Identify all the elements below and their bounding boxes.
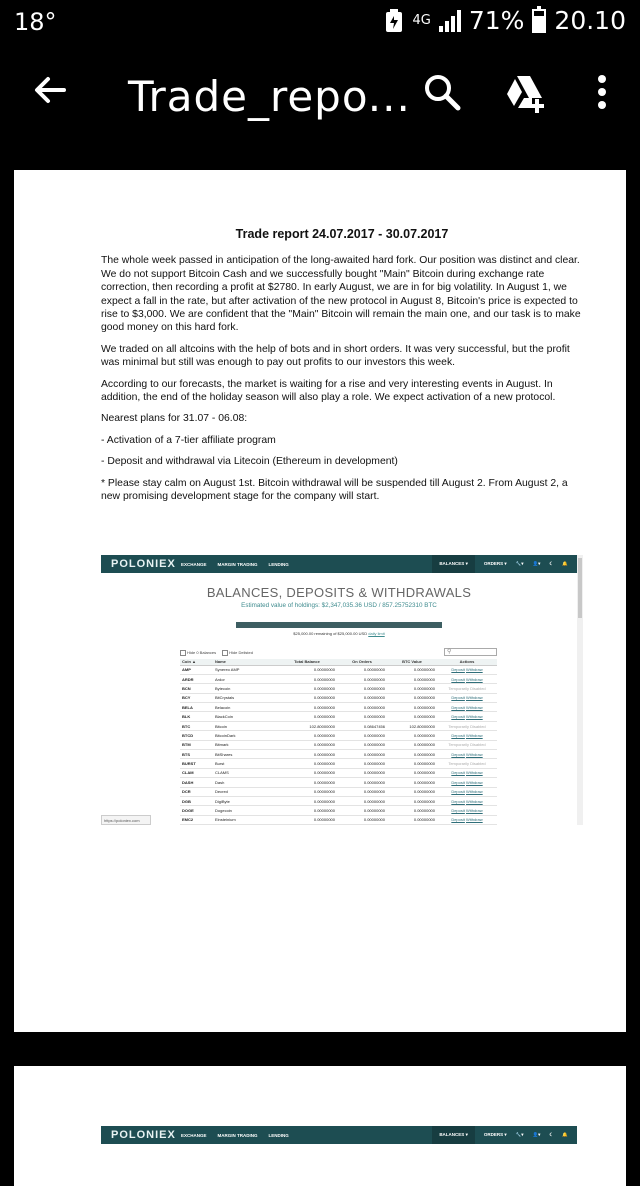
total-balance: 0.00000000 [277, 778, 337, 787]
btc-value: 0.00000000 [387, 750, 437, 759]
search-input [444, 648, 497, 656]
moon-icon: ☾ [549, 1132, 554, 1137]
deposit-link: Deposit [451, 667, 465, 673]
coin-name: Einsteinium [213, 815, 277, 824]
total-balance: 0.00000000 [277, 674, 337, 683]
paragraph: - Activation of a 7-tier affiliate program [101, 434, 276, 446]
total-balance: 102.80000000 [277, 721, 337, 730]
column-header: Total Balance [277, 659, 337, 665]
nav-margin-trading: MARGIN TRADING [217, 1132, 258, 1138]
clock: 20.10 [554, 6, 626, 35]
report-title: Trade report 24.07.2017 - 30.07.2017 [235, 227, 449, 241]
btc-value: 0.00000000 [387, 693, 437, 702]
paragraph: We traded on all altcoins with the help of bots and in short orders. It was very successful, but the profit was minimal but still was enough to pay out profits to our investors this week. [101, 343, 570, 369]
on-orders: 0.00000000 [337, 684, 387, 693]
row-actions [437, 787, 497, 796]
withdraw-link: Withdraw [466, 789, 483, 795]
table-row [180, 759, 497, 768]
column-header: Name [213, 659, 277, 665]
coin-name: CLAMS [213, 768, 277, 777]
on-orders: 0.00000000 [337, 815, 387, 824]
on-orders: 0.08647456 [337, 721, 387, 730]
coin-name: Dash [213, 778, 277, 787]
row-actions [437, 721, 497, 730]
coin-name: Belacoin [213, 703, 277, 712]
withdraw-link: Withdraw [466, 770, 483, 776]
on-orders: 0.00000000 [337, 740, 387, 749]
deposit-link: Deposit [451, 789, 465, 795]
poloniex-navbar [101, 1126, 577, 1144]
btc-value: 0.00000000 [387, 787, 437, 796]
poloniex-logo: POLONIEX [111, 1129, 176, 1141]
btc-value: 0.00000000 [387, 703, 437, 712]
table-row [180, 787, 497, 796]
more-options-icon[interactable] [580, 70, 624, 114]
btc-value: 0.00000000 [387, 806, 437, 815]
btc-value: 0.00000000 [387, 740, 437, 749]
coin-name: Decred [213, 787, 277, 796]
on-orders: 0.00000000 [337, 665, 387, 674]
btc-value: 0.00000000 [387, 815, 437, 824]
row-actions [437, 778, 497, 787]
table-row [180, 778, 497, 787]
btc-value: 0.00000000 [387, 768, 437, 777]
total-balance: 0.00000000 [277, 665, 337, 674]
withdraw-link: Withdraw [466, 798, 483, 804]
deposit-link: Deposit [451, 808, 465, 814]
coin-symbol: DCR [180, 787, 213, 796]
btc-value: 0.00000000 [387, 796, 437, 805]
row-actions [437, 703, 497, 712]
row-actions [437, 693, 497, 702]
deposit-link: Deposit [451, 770, 465, 776]
row-actions [437, 815, 497, 824]
on-orders: 0.00000000 [337, 674, 387, 683]
coin-name: BitcoinDark [213, 731, 277, 740]
coin-name: Dogecoin [213, 806, 277, 815]
paragraph: Nearest plans for 31.07 - 06.08: [101, 413, 248, 425]
coin-symbol: BCY [180, 693, 213, 702]
nav-lending: LENDING [268, 561, 289, 567]
table-row [180, 806, 497, 815]
table-row [180, 712, 497, 721]
coin-symbol: BELA [180, 703, 213, 712]
status-bar [0, 0, 640, 44]
row-actions [437, 806, 497, 815]
deposit-link: Deposit [451, 817, 465, 823]
coin-symbol: ARDR [180, 674, 213, 683]
total-balance: 0.00000000 [277, 693, 337, 702]
btc-value: 0.00000000 [387, 778, 437, 787]
table-row [180, 731, 497, 740]
total-balance: 0.00000000 [277, 768, 337, 777]
temporarily-disabled-label: Temporarily Disabled [448, 723, 486, 729]
total-balance: 0.00000000 [277, 796, 337, 805]
on-orders: 0.00000000 [337, 787, 387, 796]
row-actions [437, 684, 497, 693]
withdraw-link: Withdraw [466, 751, 483, 757]
coin-symbol: EMC2 [180, 815, 213, 824]
total-balance: 0.00000000 [277, 740, 337, 749]
scrollbar [577, 555, 583, 825]
bell-icon: 🔔 [562, 1132, 568, 1137]
row-actions [437, 768, 497, 777]
column-header: Coin ▲ [180, 659, 213, 665]
withdraw-link: Withdraw [466, 704, 483, 710]
table-row [180, 768, 497, 777]
coin-name: Bitcoin [213, 721, 277, 730]
table-row [180, 665, 497, 674]
table-row [180, 684, 497, 693]
coin-name: Ardor [213, 674, 277, 683]
withdraw-link: Withdraw [466, 732, 483, 738]
bell-icon: 🔔 [562, 561, 568, 566]
total-balance: 0.00000000 [277, 684, 337, 693]
deposit-link: Deposit [451, 695, 465, 701]
poloniex-logo: POLONIEX [111, 558, 176, 570]
table-row [180, 815, 497, 824]
row-actions [437, 674, 497, 683]
coin-name: Synereo AMP [213, 665, 277, 674]
coin-symbol: BTCD [180, 731, 213, 740]
coin-symbol: BCN [180, 684, 213, 693]
tools-icon: 🔧▾ [515, 1132, 524, 1137]
coin-name: Burst [213, 759, 277, 768]
pdf-page-2 [14, 1066, 626, 1186]
temporarily-disabled-label: Temporarily Disabled [448, 761, 486, 767]
nav-orders: ORDERS ▾ [483, 561, 507, 566]
coin-symbol: BLK [180, 712, 213, 721]
moon-icon: ☾ [549, 561, 554, 566]
deposit-link: Deposit [451, 714, 465, 720]
nav-lending: LENDING [268, 1132, 289, 1138]
add-to-drive-icon[interactable] [502, 70, 546, 114]
on-orders: 0.00000000 [337, 693, 387, 702]
limit-text: $25,000.00 remaining of $25,000.00 USD daily limit [293, 631, 385, 636]
temporarily-disabled-label: Temporarily Disabled [448, 685, 486, 691]
deposit-link: Deposit [451, 676, 465, 682]
row-actions [437, 796, 497, 805]
row-actions [437, 731, 497, 740]
tools-icon: 🔧▾ [515, 561, 524, 566]
column-header: On Orders [337, 659, 387, 665]
coin-symbol: DASH [180, 778, 213, 787]
total-balance: 0.00000000 [277, 750, 337, 759]
row-actions [437, 665, 497, 674]
deposit-link: Deposit [451, 798, 465, 804]
total-balance: 0.00000000 [277, 731, 337, 740]
table-row [180, 740, 497, 749]
total-balance: 0.00000000 [277, 703, 337, 712]
coin-symbol: BTM [180, 740, 213, 749]
temporarily-disabled-label: Temporarily Disabled [448, 742, 486, 748]
daily-limit-link: daily limit [368, 631, 385, 636]
nav-exchange: EXCHANGE [181, 1132, 207, 1138]
battery-saver-icon [384, 9, 404, 33]
table-row [180, 796, 497, 805]
back-arrow-icon[interactable] [28, 68, 72, 112]
coin-symbol: AMP [180, 665, 213, 674]
coin-symbol: DGB [180, 796, 213, 805]
table-row [180, 674, 497, 683]
withdraw-link: Withdraw [466, 695, 483, 701]
coin-symbol: DOGE [180, 806, 213, 815]
temperature: 18° [14, 8, 57, 36]
nav-balances: BALANCES ▾ [432, 1126, 475, 1144]
paragraph: The whole week passed in anticipation of the long-awaited hard fork. Our position was distinct and clear. We do not support Bitcoin Cash and we successfully bought "Main" Bitcoin during exchange rate correction, then recording a profit at $2780. In early August, we are in for big volatility. In August 1, we expect a fall in the rate, but after activation of the new protocol in August 8, Bitcoin's price is expected to rise to $3,000. We are confident that the "Main" Bitcoin will remain the main one, and our task is to make good money on this hard fork. [101, 255, 581, 334]
coin-symbol: BTC [180, 721, 213, 730]
deposit-link: Deposit [451, 779, 465, 785]
pdf-viewer[interactable] [0, 140, 640, 1141]
table-row [180, 703, 497, 712]
total-balance: 0.00000000 [277, 759, 337, 768]
row-actions [437, 712, 497, 721]
poloniex-screenshot [101, 555, 583, 825]
btc-value: 0.00000000 [387, 665, 437, 674]
withdraw-link: Withdraw [466, 714, 483, 720]
poloniex-navbar [101, 555, 577, 573]
column-header: BTC Value [387, 659, 437, 665]
table-row [180, 693, 497, 702]
coin-name: Bitmark [213, 740, 277, 749]
btc-value: 0.00000000 [387, 731, 437, 740]
on-orders: 0.00000000 [337, 712, 387, 721]
nav-exchange: EXCHANGE [181, 561, 207, 567]
url-tooltip: https://poloniex.com [101, 815, 151, 825]
app-toolbar [0, 44, 640, 140]
coin-name: BitShares [213, 750, 277, 759]
search-icon[interactable] [420, 70, 464, 114]
coin-symbol: BTS [180, 750, 213, 759]
withdraw-link: Withdraw [466, 779, 483, 785]
column-header: Actions [437, 659, 497, 665]
poloniex-screenshot-2 [101, 1126, 583, 1186]
coin-name: BitCrystals [213, 693, 277, 702]
btc-value: 0.00000000 [387, 759, 437, 768]
total-balance: 0.00000000 [277, 787, 337, 796]
table-row [180, 721, 497, 730]
total-balance: 0.00000000 [277, 712, 337, 721]
row-actions [437, 759, 497, 768]
nav-orders: ORDERS ▾ [483, 1132, 507, 1137]
filter-checkboxes [180, 650, 253, 656]
coin-symbol: CLAM [180, 768, 213, 777]
paragraph: According to our forecasts, the market is waiting for a rise and very interesting events in August. In addition, the end of the holiday season will also play a role. We expect activation of a new protocol. [101, 378, 556, 404]
withdraw-link: Withdraw [466, 676, 483, 682]
user-icon: 👤▾ [532, 561, 541, 566]
nav-margin-trading: MARGIN TRADING [217, 561, 258, 567]
balances-heading: BALANCES, DEPOSITS & WITHDRAWALS [206, 585, 472, 600]
on-orders: 0.00000000 [337, 768, 387, 777]
withdraw-link: Withdraw [466, 817, 483, 823]
paragraph: * Please stay calm on August 1st. Bitcoin withdrawal will be suspended till August 2. From August 2, a new promising development stage for the company will start. [101, 477, 568, 503]
balances-table [180, 659, 497, 825]
estimated-value: Estimated value of holdings: $2,347,035.36 USD / 857.25752310 BTC [241, 602, 437, 609]
deposit-link: Deposit [451, 751, 465, 757]
signal-icon [439, 10, 461, 32]
on-orders: 0.00000000 [337, 759, 387, 768]
nav-balances: BALANCES ▾ [432, 555, 475, 573]
deposit-link: Deposit [451, 732, 465, 738]
on-orders: 0.00000000 [337, 806, 387, 815]
on-orders: 0.00000000 [337, 778, 387, 787]
row-actions [437, 750, 497, 759]
row-actions [437, 740, 497, 749]
on-orders: 0.00000000 [337, 796, 387, 805]
document-title: Trade_repo... [128, 72, 411, 121]
limit-bar [236, 622, 442, 628]
btc-value: 0.00000000 [387, 684, 437, 693]
btc-value: 102.80000000 [387, 721, 437, 730]
table-row [180, 750, 497, 759]
paragraph: - Deposit and withdrawal via Litecoin (Ethereum in development) [101, 456, 398, 468]
coin-name: DigiByte [213, 796, 277, 805]
btc-value: 0.00000000 [387, 674, 437, 683]
withdraw-link: Withdraw [466, 667, 483, 673]
pdf-page-1 [14, 170, 626, 1032]
network-type: 4G [412, 12, 431, 28]
battery-icon [532, 9, 546, 33]
coin-name: BlackCoin [213, 712, 277, 721]
total-balance: 0.00000000 [277, 806, 337, 815]
on-orders: 0.00000000 [337, 750, 387, 759]
battery-percent: 71% [468, 6, 525, 35]
deposit-link: Deposit [451, 704, 465, 710]
coin-symbol: BURST [180, 759, 213, 768]
withdraw-link: Withdraw [466, 808, 483, 814]
btc-value: 0.00000000 [387, 712, 437, 721]
report-text [101, 228, 583, 512]
on-orders: 0.00000000 [337, 731, 387, 740]
total-balance: 0.00000000 [277, 815, 337, 824]
on-orders: 0.00000000 [337, 703, 387, 712]
coin-name: Bytecoin [213, 684, 277, 693]
hide-zero-checkbox: Hide 0 Balances [180, 650, 216, 656]
user-icon: 👤▾ [532, 1132, 541, 1137]
hide-delisted-checkbox: Hide Delisted [222, 650, 253, 656]
